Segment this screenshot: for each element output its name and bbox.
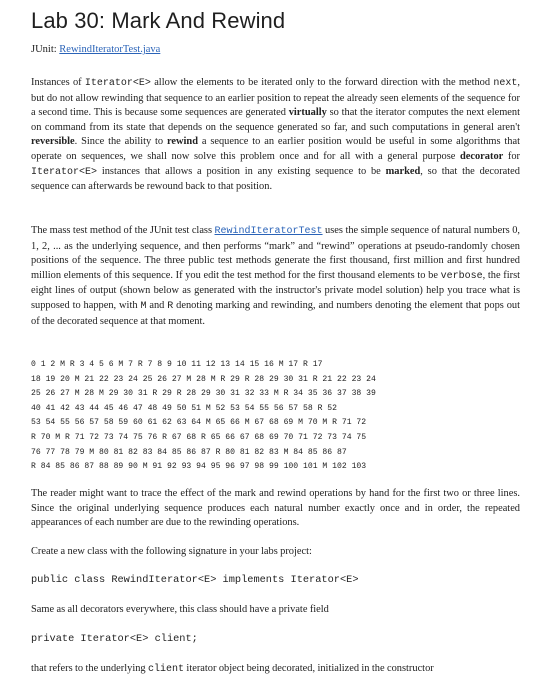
output-line: R 84 85 86 87 88 89 90 M 91 92 93 94 95 96 97 98 99 100 101 M 102 103 [31,462,367,472]
text: denoting marking and rewinding, and numbers denoting the element that pops out of the decorated sequence at that moment. [31,299,520,327]
create-class-paragraph: Create a new class with the following signature in your labs project: [31,546,312,557]
client-description-paragraph [31,662,520,678]
trace-paragraph: The reader might want to trace the effect of the mark and rewind operations by hand for the first two or three lines. Since the original underlying sequence produces each natural number exactly once and in order, the repeated appearances of each number are due to the rewinding operations. [31,488,520,529]
output-line: 76 77 78 79 M 80 81 82 83 84 85 86 87 R 80 81 82 83 M 84 85 86 87 [31,447,347,457]
page-title: Lab 30: Mark And Rewind [31,8,286,33]
code-inline: R [167,300,174,312]
mass-test-paragraph [31,224,520,329]
text: iterator object being decorated, initialized in the constructor [184,663,434,674]
decorator-field-paragraph: Same as all decorators everywhere, this class should have a private field [31,604,329,615]
junit-test-link[interactable]: RewindIteratorTest.java [59,44,161,55]
junit-label: JUnit: [31,44,60,55]
bold-term: rewind [167,136,198,148]
bold-term: virtually [288,107,327,119]
test-class-link[interactable]: RewindIteratorTest [214,226,323,237]
bold-term: reversible [31,136,75,148]
junit-line [31,44,160,55]
bold-term: marked [385,165,421,177]
text: , so that the decorated sequence can afterwards be rewound back to that position. [31,165,520,193]
output-line: 25 26 27 M 28 M 29 30 31 R 29 R 28 29 30 31 32 33 M R 34 35 36 37 38 39 [31,389,376,399]
text: , the first eight lines of output (shown below as generated with the instructor's private model solution) help you trace what is supposed to happen, with [31,269,520,311]
bold-term: decorator [459,150,504,162]
code-inline: next [493,78,518,89]
text: for [503,150,520,162]
text: a sequence to an earlier position would be useful in some algorithms that operate on sequences, we shall now solve this problem once and for all with a general purpose [31,136,521,162]
text: instances that allows a position in any existing sequence to be [97,165,386,177]
client-field-code: private Iterator<E> client; [31,633,198,645]
text: , but do not allow rewinding that sequence to an earlier position to repeat the already seen elements of the sequence for a second time. This is because some sequences are generated [31,77,520,119]
code-inline: Iterator<E> [31,166,98,178]
output-line: 53 54 55 56 57 58 59 60 61 62 63 64 M 65 66 M 67 68 69 M 70 M R 71 72 [31,418,367,428]
sample-output [31,358,376,475]
intro-paragraph [31,76,520,195]
output-line: 0 1 2 M R 3 4 5 6 M 7 R 7 8 9 10 11 12 13 14 15 16 M 17 R 17 [31,360,323,369]
text: and [146,299,168,311]
output-line: 40 41 42 43 44 45 46 47 48 49 50 51 M 52 53 54 55 56 57 58 R 52 [31,403,337,413]
text: so that the iterator computes the next element on command from its state that depends on the sequence generated so far, and such computations in general aren't [31,107,520,133]
code-inline: M [140,300,147,312]
code-inline: verbose [440,270,483,282]
class-signature-code: public class RewindIterator<E> implements Iterator<E> [31,574,359,586]
code-inline: Iterator<E> [84,78,151,89]
text: uses the simple sequence of natural numbers 0, 1, 2, ... as the underlying sequence, and then performs “mark” and “rewind” operations at pseudo-randomly chosen positions of the sequence. The three public test methods generate the first thousand, first million and first hundred million elements of this sequence. If you edit the test method for the first thousand elements to be [31,225,520,281]
text: Instances of [31,77,85,88]
code-inline: client [148,664,185,675]
text: . Since the ability to [74,136,167,148]
text: allow the elements to be iterated only to the forward direction with the method [150,77,494,88]
output-line: R 70 M R 71 72 73 74 75 76 R 67 68 R 65 66 67 68 69 70 71 72 73 74 75 [31,432,367,442]
text: The mass test method of the JUnit test class [31,225,215,236]
text: that refers to the underlying [31,663,149,674]
output-line: 18 19 20 M 21 22 23 24 25 26 27 M 28 M R 29 R 28 29 30 31 R 21 22 23 24 [31,374,376,384]
